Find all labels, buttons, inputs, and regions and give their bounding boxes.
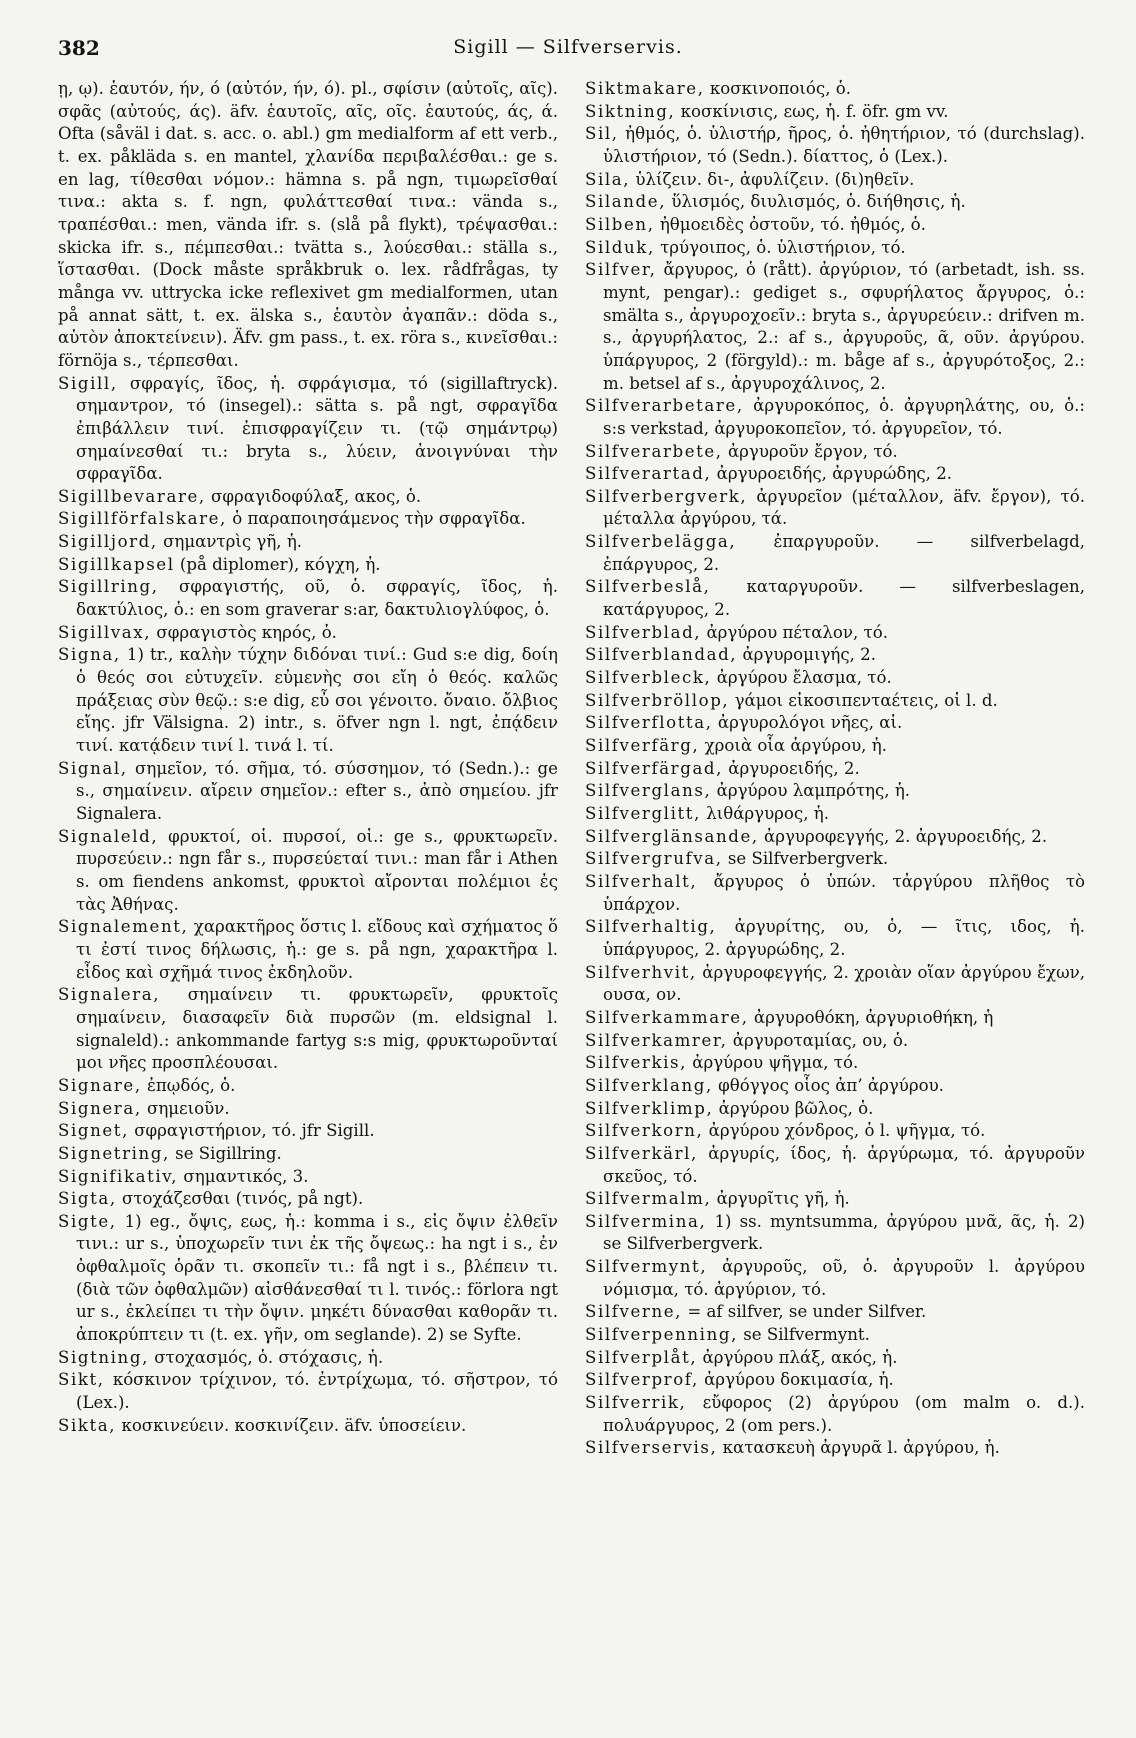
entry-definition: ἀργύρου χόνδρος, ὁ l. ψῆγμα, τό.	[703, 1121, 986, 1141]
entry-definition: ἀργύρου πλάξ, ακός, ἡ.	[697, 1347, 898, 1367]
entry-definition: ἀργύρου λαμπρότης, ἡ.	[711, 781, 911, 801]
entry-definition: ἀργυρίς, ίδος, ἡ. ἀργύρωμα, τό. ἀργυροῦν σκεῦος, τό.	[603, 1143, 1085, 1186]
dictionary-entry	[58, 1211, 558, 1347]
dictionary-entry	[585, 780, 1085, 803]
dictionary-entry	[585, 758, 1085, 781]
entry-definition: σφραγιστὸς κηρός, ὁ.	[151, 622, 337, 642]
entry-headword: Silfverfärgad,	[585, 758, 724, 778]
right-column	[585, 78, 1085, 1708]
dictionary-entry	[58, 373, 558, 486]
entry-headword: Sigillförfalskare,	[58, 509, 227, 529]
dictionary-entry	[585, 735, 1085, 758]
entry-definition: ἀργυροφεγγής, 2. ἀργυροειδής, 2.	[758, 826, 1048, 846]
dictionary-entry	[585, 101, 1085, 124]
entry-definition: ἐπῳδός, ὁ.	[141, 1075, 236, 1095]
entry-definition: ἀργυροφεγγής, 2. χροιὰν οἵαν ἀργύρου ἔχων, ουσα, ον.	[603, 962, 1085, 1005]
entry-headword: Silfverhvit,	[585, 962, 697, 982]
entry-definition: σημεῖον, τό. σῆμα, τό. σύσσημον, τό (Sedn.).: ge s., σημαίνειν. αἴρειν σημεῖον.: efter s., ἀπὸ σημείου. jfr Signalera.	[76, 758, 558, 823]
entry-definition: ἀργύρου πέταλον, τό.	[701, 622, 888, 642]
entry-headword: Sigtning,	[58, 1347, 149, 1367]
entry-headword: Sigte,	[58, 1211, 117, 1231]
entry-definition: χαρακτῆρος ὅστις l. εἴδους καὶ σχήματος ὅ τι ἐστί τινος δήλωσις, ἡ.: ge s. på ngn, χαρακτῆρα l. εἶδος καὶ σχῆμά τινος ἐκδηλοῦν.	[76, 917, 558, 982]
dictionary-entry	[585, 1120, 1085, 1143]
entry-headword: Silfverglänsande,	[585, 826, 759, 846]
dictionary-entry	[585, 486, 1085, 531]
entry-definition: κοσκινοποιός, ὁ.	[704, 79, 852, 98]
running-head: Sigill — Silfverservis.	[453, 36, 683, 58]
entry-headword: Silfverkamrer,	[585, 1030, 728, 1050]
entry-headword: Sil,	[585, 124, 619, 144]
dictionary-entry	[585, 1392, 1085, 1437]
entry-definition: 1) tr., καλὴν τύχην διδόναι τινί.: Gud s:e dig, δοίη ὁ θεός σοι εὐτυχεῖν. εὐμενὴς σοι εἴη ὁ θεός. καλῶς πράξειας σὺν θεῷ.: s:e dig, εὖ σοι γένοιτο. ὄναιο. ὄλβιος εἴης. jfr Välsigna. 2) intr., s. öfver ngn l. ngt, ἐπᾴδειν τινί. κατᾴδειν τινί l. τινά l. τί.	[76, 645, 558, 756]
dictionary-entry	[585, 123, 1085, 168]
entry-headword: Silfverhaltig,	[585, 917, 717, 937]
entry-headword: Silfverhalt,	[585, 871, 698, 891]
entry-headword: Siktmakare,	[585, 79, 705, 98]
entry-headword: Silfverglitt,	[585, 804, 701, 823]
dictionary-entry	[585, 259, 1085, 395]
entry-headword: Silfverbröllop,	[585, 690, 730, 710]
entry-definition: φθόγγος οἷος ἀπ’ ἀργύρου.	[712, 1075, 944, 1095]
dictionary-entry	[585, 667, 1085, 690]
entry-headword: Silfverkis,	[585, 1053, 688, 1073]
entry-definition: κατασκευὴ ἀργυρᾶ l. ἀργύρου, ἡ.	[717, 1438, 1000, 1458]
dictionary-entry	[585, 1007, 1085, 1030]
entry-headword: Silfverkammare,	[585, 1007, 749, 1027]
entry-headword: Silfverklang,	[585, 1075, 713, 1095]
dictionary-entry	[585, 1347, 1085, 1370]
entry-definition: ἀργυροθόκη, ἀργυριοθήκη, ἡ	[748, 1007, 994, 1027]
entry-definition: σφραγιδοφύλαξ, ακος, ὁ.	[205, 486, 422, 506]
dictionary-entry	[585, 1324, 1085, 1347]
page-header	[58, 36, 1078, 66]
entry-headword: Silande,	[585, 192, 667, 212]
entry-headword: Silfverarbetare,	[585, 396, 744, 416]
entry-definition: καταργυροῦν. — silfverbeslagen, κατάργυρος, 2.	[603, 577, 1085, 620]
entry-definition: se Silfvermynt.	[737, 1325, 870, 1345]
entry-headword: Signa,	[58, 645, 121, 665]
entry-definition: ἀργυροῦν ἔργον, τό.	[722, 441, 898, 461]
entry-headword: Silfverkärl,	[585, 1143, 698, 1163]
entry-definition: 1) ss. myntsumma, ἀργύρου μνᾶ, ᾶς, ἡ. 2) se Silfverbergverk.	[603, 1211, 1085, 1254]
dictionary-entry	[58, 1075, 558, 1098]
entry-definition: ἐπαργυροῦν. — silfverbelagd, ἐπάργυρος, 2.	[603, 532, 1085, 574]
dictionary-entry	[58, 1188, 558, 1211]
dictionary-entry	[585, 1256, 1085, 1301]
entry-headword: Signet,	[58, 1121, 129, 1141]
entry-definition: ἄργυρος, ὁ (rått). ἀργύριον, τό (arbetadt, ish. ss. mynt, pengar).: gediget s., σφυρήλατος ἄργυρος, ὁ.: smälta s., ἀργυροχοεῖν.: bryta s., ἀργυρεύειν.: drifven m. s., ἀργυρήλατος, 2.: af s., ἀργυροῦς, ᾶ, οῦν. ἀργύρου. ὑπάργυρος, 2 (förgyld).: m. båge af s., ἀργυρότοξος, 2.: m. betsel af s., ἀργυροχάλινος, 2.	[603, 260, 1085, 393]
dictionary-entry	[585, 1075, 1085, 1098]
entry-headword: Silfverglans,	[585, 781, 712, 801]
entry-headword: Sigillvax,	[58, 622, 152, 642]
dictionary-entry	[58, 758, 558, 826]
dictionary-entry	[585, 1143, 1085, 1188]
dictionary-entry	[58, 1120, 558, 1143]
dictionary-entry	[585, 826, 1085, 849]
entry-definition: ἀργυροταμίας, ου, ὁ.	[727, 1030, 909, 1050]
entry-headword: Silfverflotta,	[585, 713, 713, 733]
entry-headword: Silfverplåt,	[585, 1347, 698, 1367]
dictionary-entry	[58, 576, 558, 621]
entry-definition: σημαντικός, 3.	[178, 1166, 309, 1186]
entry-headword: Silfvermynt,	[585, 1257, 708, 1277]
dictionary-entry	[585, 237, 1085, 260]
dictionary-entry	[58, 554, 558, 577]
entry-definition: ἠθμός, ὁ. ὑλιστήρ, ῆρος, ὁ. ἠθητήριον, τό (durchslag). ὑλιστήριον, τό (Sedn.). δίαττος, ὁ (Lex.).	[603, 124, 1085, 166]
entry-definition: σφραγίς, ῖδος, ἡ. σφράγισμα, τό (sigillaftryck). σημαντρον, τό (insegel).: sätta s. på ngt, σφραγῖδα ἐπιβάλλειν τινί. ἐπισφραγίζειν τι. (τῷ σημάντρῳ) σημαίνεσθαί τι.: bryta s., λύειν, ἀνοιγνύναι τὴν σφραγῖδα.	[76, 373, 558, 484]
entry-headword: Silfverartad,	[585, 464, 712, 484]
entry-headword: Silfverblandad,	[585, 645, 738, 665]
dictionary-entry	[585, 848, 1085, 871]
dictionary-entry	[585, 644, 1085, 667]
entry-definition: ἀργύρου ἔλασμα, τό.	[711, 668, 892, 688]
dictionary-entry	[58, 984, 558, 1075]
entry-definition: ἀργύρου βῶλος, ὁ.	[713, 1098, 874, 1118]
page-number: 382	[58, 36, 100, 60]
dictionary-entry	[58, 1347, 558, 1370]
entry-definition: ἀργυρῖτις γῆ, ἡ.	[711, 1189, 850, 1209]
dictionary-entry	[58, 1166, 558, 1189]
dictionary-entry	[585, 463, 1085, 486]
dictionary-entry	[58, 826, 558, 917]
entry-definition: κόσκινον τρίχινον, τό. ἐντρίχωμα, τό. σῆστρον, τό (Lex.).	[76, 1370, 558, 1413]
dictionary-entry	[58, 531, 558, 554]
entry-definition: φρυκτοί, οἱ. πυρσοί, οἱ.: ge s., φρυκτωρεῖν. πυρσεύειν.: ngn får s., πυρσεύεταί τινι.: man får i Athen s. om fiendens ankomst, φρυκτοὶ αἴρονται πολέμιοι ἐς τὰς Ἀθήνας.	[76, 826, 558, 914]
dictionary-entry	[585, 916, 1085, 961]
entry-headword: Silfverklimp,	[585, 1098, 714, 1118]
entry-definition: γάμοι εἰκοσιπενταέτεις, οἱ l. d.	[729, 690, 998, 710]
entry-headword: Signaleld,	[58, 826, 159, 846]
entry-headword: Silfvergrufva,	[585, 849, 723, 869]
entry-headword: Silfverbergverk,	[585, 486, 748, 506]
entry-definition: σημειοῦν.	[141, 1098, 230, 1118]
dictionary-entry	[585, 1188, 1085, 1211]
dictionary-entry	[585, 169, 1085, 192]
dictionary-entry	[58, 622, 558, 645]
entry-definition: ἀργυρομιγής, 2.	[737, 645, 876, 665]
dictionary-entry	[58, 486, 558, 509]
entry-headword: Sikta,	[58, 1415, 117, 1435]
dictionary-entry	[585, 214, 1085, 237]
dictionary-entry	[585, 962, 1085, 1007]
entry-headword: Sila,	[585, 169, 631, 189]
entry-definition: ἄργυρος ὁ ὑπών. τἀργύρου πλῆθος τὸ ὑπάρχον.	[603, 871, 1085, 914]
dictionary-entry	[585, 1052, 1085, 1075]
entry-headword: Silfverbelägga,	[585, 532, 737, 552]
entry-headword: Silfverprof,	[585, 1370, 699, 1390]
entry-headword: Silduk,	[585, 237, 655, 257]
dictionary-entry	[58, 1143, 558, 1166]
entry-definition: ἀργυροειδής, 2.	[723, 758, 860, 778]
entry-headword: Sikt,	[58, 1370, 105, 1390]
entry-headword: Sigilljord,	[58, 532, 158, 552]
entry-headword: Siktning,	[585, 101, 676, 121]
entry-definition: σφραγιστής, οῦ, ὁ. σφραγίς, ῖδος, ἡ. δακτύλιος, ὁ.: en som graverar s:ar, δακτυλιογλύφος, ὁ.	[76, 577, 558, 620]
entry-headword: Silfverservis,	[585, 1438, 718, 1458]
dictionary-entry	[585, 690, 1085, 713]
entry-definition: χροιὰ οἷα ἀργύρου, ἡ.	[699, 736, 887, 756]
dictionary-entry	[585, 1098, 1085, 1121]
dictionary-entry	[585, 803, 1085, 826]
left-column	[58, 78, 558, 1708]
dictionary-entry	[585, 871, 1085, 916]
entry-definition: ἀργυροειδής, ἀργυρώδης, 2.	[711, 464, 953, 484]
entry-headword: Sigillring,	[58, 577, 159, 597]
entry-definition: = af silfver, se under Silfver.	[682, 1302, 927, 1322]
dictionary-entry	[58, 644, 558, 757]
dictionary-entry	[58, 508, 558, 531]
entry-headword: Silfverbleck,	[585, 668, 712, 688]
entry-definition: ἠθμοειδὲς ὀστοῦν, τό. ἠθμός, ὁ.	[654, 214, 926, 234]
entry-definition: ἀργυρεῖον (μέταλλον, äfv. ἔργον), τό. μέταλλα ἀργύρου, τά.	[603, 486, 1085, 529]
dictionary-entry	[585, 395, 1085, 440]
entry-definition: 1) eg., ὄψις, εως, ἡ.: komma i s., εἰς ὄψιν ἐλθεῖν τινι.: ur s., ὑποχωρεῖν τινι ἐκ τῆς ὄψεως.: ha ngt i s., ἐν ὀφθαλμοῖς ὁρᾶν τι. σκοπεῖν τι.: få ngt i s., βλέπειν τι. (διὰ τῶν ὀφθαλμῶν) αἰσθάνεσθαί τι l. τινός.: förlora ngt ur s., ἐκλείπει τι τὴν ὄψιν. μηκέτι δύνασθαι καθορᾶν τι. ἀποκρύπτειν τι (t. ex. γῆν, om seglande). 2) se Syfte.	[76, 1211, 558, 1345]
entry-headword: Sigta,	[58, 1189, 117, 1209]
dictionary-entry	[585, 78, 1085, 101]
dictionary-entry	[585, 441, 1085, 464]
dictionary-entry	[585, 576, 1085, 621]
dictionary-entry	[58, 1098, 558, 1121]
entry-definition: se Sigillring.	[169, 1143, 282, 1163]
entry-definition: σημαίνειν τι. φρυκτωρεῖν, φρυκτοῖς σημαίνειν, διασαφεῖν διὰ πυρσῶν (m. eldsignal l. signaleld).: ankommande fartyg s:s mig, φρυκτωροῦνταί μοι νῆες προσπλέουσαι.	[76, 985, 558, 1073]
entry-definition: κοσκίνισις, εως, ἡ. f. öfr. gm vv.	[675, 101, 949, 121]
dictionary-entry	[585, 1437, 1085, 1460]
entry-definition: se Silfverbergverk.	[722, 849, 889, 869]
dictionary-entry	[58, 916, 558, 984]
entry-headword: Sigillbevarare,	[58, 486, 206, 506]
entry-headword: Silfverbeslå,	[585, 577, 711, 597]
entry-headword: Silfverkorn,	[585, 1121, 704, 1141]
entry-headword: Silfver,	[585, 260, 657, 280]
entry-headword: Silfvermina,	[585, 1211, 707, 1231]
entry-headword: Signalement,	[58, 917, 189, 937]
dictionary-entry	[585, 1301, 1085, 1324]
entry-headword: Signalera,	[58, 985, 161, 1005]
entry-definition: σφραγιστήριον, τό. jfr Sigill.	[128, 1121, 375, 1141]
entry-headword: Silfvermalm,	[585, 1189, 712, 1209]
dictionary-entry	[58, 78, 558, 373]
entry-headword: Sigillkapsel	[58, 554, 175, 574]
entry-headword: Silfverpenning,	[585, 1325, 738, 1345]
entry-definition: σημαντρὶς γῆ, ἡ.	[157, 532, 303, 552]
entry-headword: Signare,	[58, 1075, 142, 1095]
entry-definition: ὁ παραποιησάμενος τὴν σφραγῖδα.	[226, 509, 526, 529]
entry-headword: Signifikativ,	[58, 1166, 179, 1186]
entry-headword: Signera,	[58, 1098, 142, 1118]
dictionary-entry	[58, 1369, 558, 1414]
entry-headword: Signetring,	[58, 1143, 170, 1163]
entry-definition: ὕλισμός, διυλισμός, ὁ. διήθησις, ἡ.	[666, 192, 966, 212]
dictionary-entry	[585, 191, 1085, 214]
entry-definition: ἀργυροκόπος, ὁ. ἀργυρηλάτης, ου, ὁ.: s:s verkstad, ἀργυροκοπεῖον, τό. ἀργυρεῖον, τό.	[603, 396, 1085, 438]
dictionary-entry	[585, 622, 1085, 645]
entry-headword: Silfverrik,	[585, 1393, 687, 1413]
entry-headword: Silben,	[585, 214, 655, 234]
entry-definition: ἀργύρου δοκιμασία, ἡ.	[698, 1370, 894, 1390]
dictionary-entry	[585, 1030, 1085, 1053]
dictionary-entry	[585, 712, 1085, 735]
dictionary-entry	[585, 531, 1085, 576]
entry-definition: στοχασμός, ὁ. στόχασις, ἡ.	[148, 1347, 384, 1367]
entry-definition: ἀργυρολόγοι νῆες, αἱ.	[712, 713, 903, 733]
entry-headword: Signal,	[58, 758, 128, 778]
entry-definition: ῃ, ῳ). ἑαυτόν, ήν, ό (αὐτόν, ήν, ό). pl., σφίσιν (αὐτοῖς, αῖς). σφᾶς (αὐτούς, άς). äfv. ἑαυτοῖς, αῖς, οῖς. ἑαυτούς, άς, ά. Ofta (såväl i dat. s. acc. o. abl.) gm medialform af ett verb., t. ex. påkläda s. en mantel, χλανίδα περιβαλέσθαι.: ge s. en lag, τίθεσθαι νόμον.: hämna s. på ngn, τιμωρεῖσθαί τινα.: akta s. f. ngn, φυλάττεσθαί τινα.: vända s., τραπέσθαι.: men, vända ifr. s. (slå på flykt), τρέψασθαι.: skicka ifr. s., πέμπεσθαι.: tvätta s., λούεσθαι.: ställa s., ἵστασθαι. (Dock måste språkbruk o. lex. rådfrågas, ty många vv. uttrycka icke reflexivet gm medialformen, utan på annat sätt, t. ex. älska s., ἑαυτὸν ἀγαπᾶν.: döda s., αὑτὸν ἀποκτείνειν). Äfv. gm pass., t. ex. röra s., κινεῖσθαι.: förnöja s., τέρπεσθαι.	[58, 79, 558, 370]
entry-headword: Silfverne,	[585, 1302, 683, 1322]
entry-headword: Silfverblad,	[585, 622, 702, 642]
entry-definition: στοχάζεσθαι (τινός, på ngt).	[116, 1189, 364, 1209]
entry-definition: τρύγοιπος, ὁ. ὑλιστήριον, τό.	[654, 237, 906, 257]
entry-headword: Silfverfärg,	[585, 736, 700, 756]
entry-headword: Silfverarbete,	[585, 441, 723, 461]
dictionary-entry	[585, 1211, 1085, 1256]
dictionary-entry	[585, 1369, 1085, 1392]
entry-definition: λιθάργυρος, ἡ.	[700, 804, 829, 823]
entry-definition: ὑλίζειν. δι-, ἀφυλίζειν. (δι)ηθεῖν.	[630, 169, 915, 189]
entry-definition: ἀργύρου ψῆγμα, τό.	[687, 1053, 859, 1073]
entry-headword: Sigill,	[58, 373, 118, 393]
entry-definition: εὔφορος (2) ἀργύρου (om malm o. d.). πολυάργυρος, 2 (om pers.).	[603, 1393, 1085, 1435]
entry-definition: κοσκινεύειν. κοσκινίζειν. äfv. ὑποσείειν.	[116, 1415, 467, 1435]
entry-definition: (på diplomer), κόγχη, ἡ.	[174, 554, 381, 574]
dictionary-entry	[58, 1415, 558, 1438]
entry-definition: ἀργυρίτης, ου, ὁ, — ῖτις, ιδος, ἡ. ὑπάργυρος, 2. ἀργυρώδης, 2.	[603, 917, 1085, 959]
entry-definition: ἀργυροῦς, οῦ, ὁ. ἀργυροῦν l. ἀργύρου νόμισμα, τό. ἀργύριον, τό.	[603, 1257, 1085, 1299]
